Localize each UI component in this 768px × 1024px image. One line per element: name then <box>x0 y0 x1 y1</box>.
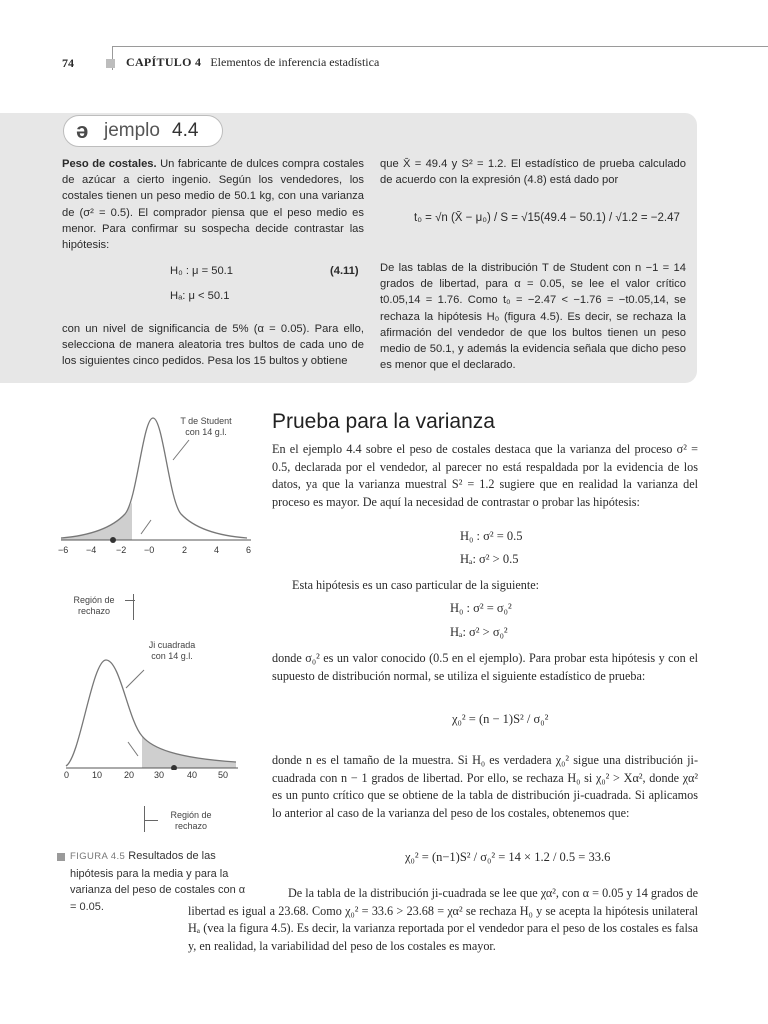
chi-tick: 0 <box>64 770 70 780</box>
example-logo-icon: ə <box>76 118 89 143</box>
caption-text: Resultados de las hipótesis para la media y para la varianza del peso de costales con α = 0.05. <box>70 850 246 913</box>
student-tick: 4 <box>214 545 220 555</box>
chi-rejection-label: Región de rechazo <box>170 810 212 831</box>
hypothesis-ha-a: Hₐ: σ² > 0.5 <box>460 552 519 566</box>
section-paragraph-3: donde σ₀² es un valor conocido (0.5 en el ejemplo). Para probar esta hipótesis y con el supuesto de distribución normal, se utiliza el siguiente estadístico de prueba: <box>272 651 698 683</box>
student-test-point <box>110 537 116 543</box>
hypothesis-h0-a: H₀ : σ² = 0.5 <box>460 529 523 543</box>
chi-tick: 30 <box>154 770 165 780</box>
student-tick: −4 <box>86 545 97 555</box>
example-paragraph-2: con un nivel de significancia de 5% (α = 0.05). Para ello, selecciona de manera aleatoria tres bultos de cada uno de los siguientes cinco pedidos. Pesa los 15 bultos y obtiene <box>62 323 364 368</box>
page-number: 74 <box>62 56 74 70</box>
student-tick: −0 <box>144 545 155 555</box>
example-paragraph-4: De las tablas de la distribución T de Student con n −1 = 14 grados de libertad, para α = 0.05, se lee el valor crítico t0.05,14 = 1.76. Como t₀ = −2.47 < −1.76 = −t0.05,14, se rechaza la hipótesis H₀ (figura 4.5). Es decir, se rechaza la afirmación del vendedor de que los bultos tienen un peso medio de 50.1, y además la evidencia señala que dicho peso es menor que el declarado. <box>380 262 686 372</box>
equation-number: (4.11) <box>330 265 359 277</box>
student-tick: −6 <box>58 545 69 555</box>
hypothesis-ha-b: Hₐ: σ² > σ₀² <box>450 625 508 639</box>
caption-square-icon <box>57 853 65 861</box>
student-rejection-area <box>61 502 132 540</box>
chi-ticks <box>62 770 242 782</box>
chapter-label: CAPÍTULO 4 <box>126 55 202 69</box>
student-tick: 6 <box>246 545 252 555</box>
chi-statistic-formula: χ₀² = (n − 1)S² / σ₀² <box>452 712 549 726</box>
t-statistic-formula: t₀ = √n (X̄ − μ₀) / S = √15(49.4 − 50.1) / √1.2 = −2.47 <box>414 212 680 224</box>
chi-tick: 10 <box>92 770 103 780</box>
example-number: 4.4 <box>172 120 199 141</box>
example-lead-title: Peso de costales. <box>62 158 157 170</box>
chi-tick: 50 <box>218 770 229 780</box>
example-paragraph-3: que X̄ = 49.4 y S² = 1.2. El estadístico de prueba calculado de acuerdo con la expresión (4.8) está dado por <box>380 158 686 187</box>
running-header <box>126 55 379 70</box>
student-critical-arrow <box>141 520 151 534</box>
hypothesis-h0-b: H₀ : σ² = σ₀² <box>450 601 512 615</box>
chi-rejection-area <box>142 736 236 768</box>
chi-tick: 40 <box>187 770 198 780</box>
header-square-icon <box>106 59 115 68</box>
chi-calculation: χ₀² = (n−1)S² / σ₀² = 14 × 1.2 / 0.5 = 33.6 <box>405 850 611 864</box>
chi-rejection-bracket <box>144 806 145 832</box>
student-tick: −2 <box>116 545 127 555</box>
student-label-arrow <box>173 440 189 460</box>
student-label: T de Student con 14 g.l. <box>180 416 232 437</box>
student-ticks <box>58 545 258 557</box>
section-paragraph-1: En el ejemplo 4.4 sobre el peso de costales destaca que la varianza del proceso σ² = 0.5, declarada por el vendedor, al parecer no está respaldada por la evidencia de los datos, ya que la varianza muestral S² = 1.2 sugiere que en realidad la varianza del proceso es mayor. De aquí la necesidad de contrastar o probar las hipótesis: <box>272 442 698 509</box>
section-paragraph-5: De la tabla de la distribución ji-cuadrada se lee que χα², con α = 0.05 y 14 grados de libertad es igual a 23.68. Como χ₀² = 33.6 > 23.68 = χα² se rechaza H₀ y se acepta la hipótesis unilateral Hₐ (vea la figura 4.5). Es decir, la varianza reportada por el vendedor para el peso de los costales es falsa y, en realidad, la variabilidad del peso de los costales es mayor. <box>188 886 698 953</box>
chi-rejection-leader <box>144 820 158 821</box>
chi-critical-arrow <box>128 742 138 756</box>
section-paragraph-4: donde n es el tamaño de la muestra. Si H₀ es verdadera χ₀² sigue una distribución ji-cuadrada con n − 1 grados de libertad. Por ello, se rechaza H₀ si χ₀² > Xα², donde χα² es un punto crítico que se obtiene de la tabla de distribución ji-cuadrada. Si aplicamos lo anterior al caso de la varianza del peso de los costales, obtenemos que: <box>272 753 698 820</box>
section-title: Prueba para la varianza <box>272 410 495 433</box>
chi-label-arrow <box>126 670 144 688</box>
example-word: jemplo <box>104 120 160 141</box>
example-ha: Hₐ: μ < 50.1 <box>170 290 230 302</box>
rejection-bracket <box>133 594 134 620</box>
section-paragraph-2: Esta hipótesis es un caso particular de la siguiente: <box>292 578 540 592</box>
example-h0: H₀ : μ = 50.1 <box>170 265 234 277</box>
student-rejection-label: Región de rechazo <box>73 595 115 616</box>
chi-label: Ji cuadrada con 14 g.l. <box>148 640 196 661</box>
chi-tick: 20 <box>124 770 135 780</box>
header-rule <box>112 46 768 47</box>
example-paragraph-1: Peso de costales. Un fabricante de dulces compra costales de azúcar a cierto ingenio. Según los vendedores, los costales tienen un peso medio de 50.1 kg, con una varianza de (σ² = 0.5). El comprador piensa que el peso medio es menor. Para confirmar su sospecha decide contrastar las hipótesis: <box>62 158 364 252</box>
caption-tag: FIGURA 4.5 <box>70 851 126 862</box>
chapter-title: Elementos de inferencia estadística <box>210 55 380 69</box>
student-tick: 2 <box>182 545 188 555</box>
